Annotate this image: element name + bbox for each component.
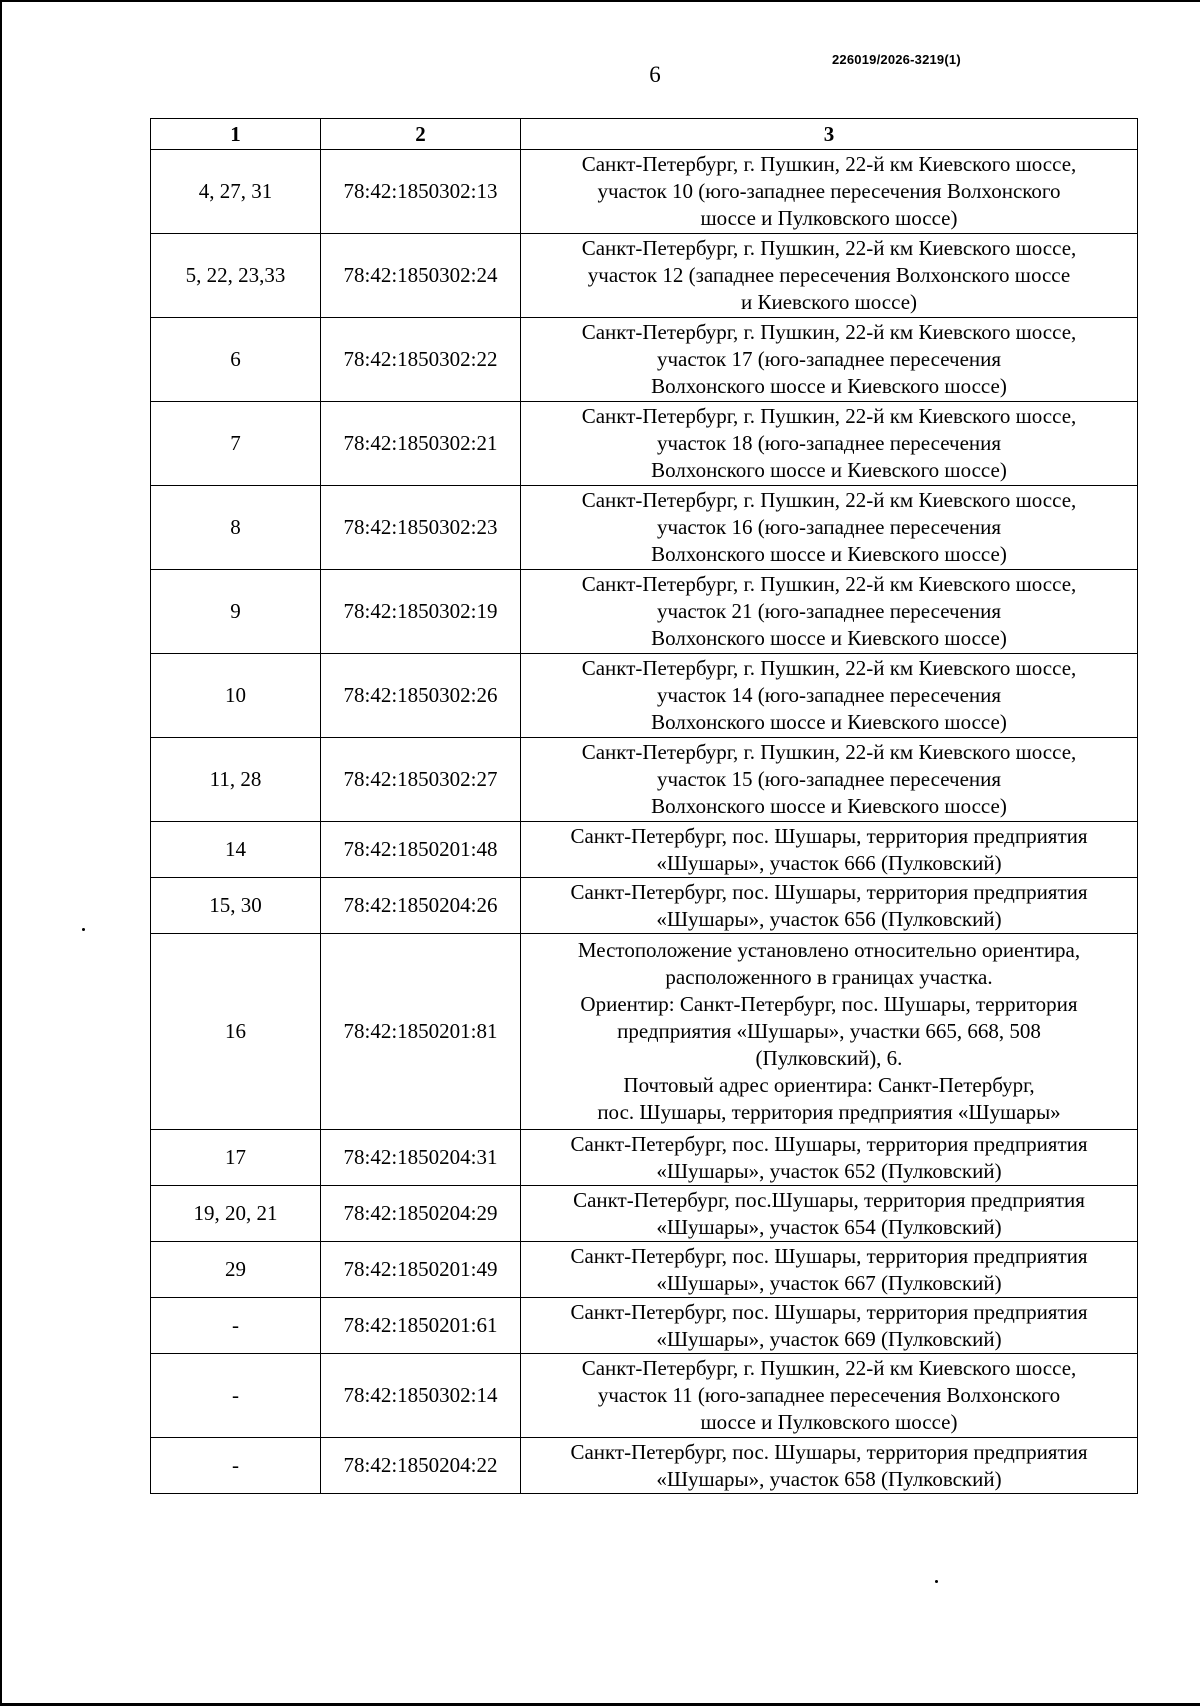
cadastral-number-cell: 78:42:1850204:26 [321,878,521,934]
object-numbers-cell: 7 [151,402,321,486]
address-cell [521,570,1138,654]
table-row [151,402,1138,486]
address-cell [521,1438,1138,1494]
table-row [151,1242,1138,1298]
address-line: Санкт-Петербург, пос. Шушары, территория предприятия [570,1243,1088,1268]
cadastral-number-cell: 78:42:1850201:48 [321,822,521,878]
cadastral-number-cell: 78:42:1850302:19 [321,570,521,654]
table-row [151,654,1138,738]
cadastral-number-cell: 78:42:1850201:61 [321,1298,521,1354]
cadastral-number-cell: 78:42:1850302:23 [321,486,521,570]
address-cell [521,318,1138,402]
table-row [151,570,1138,654]
address-line: «Шушары», участок 654 (Пулковский) [656,1214,1002,1239]
table-row [151,1438,1138,1494]
table-body [151,150,1138,1494]
cadastral-number-cell: 78:42:1850302:13 [321,150,521,234]
cadastral-number-cell: 78:42:1850204:29 [321,1186,521,1242]
address-line: Санкт-Петербург, г. Пушкин, 22-й км Киевского шоссе, [581,1356,1077,1380]
table-row [151,150,1138,234]
address-line: Санкт-Петербург, г. Пушкин, 22-й км Киевского шоссе, [581,404,1077,428]
table-row [151,934,1138,1130]
address-line: участок 17 (юго-западнее пересечения [656,347,1002,371]
address-line: участок 21 (юго-западнее пересечения [656,599,1002,623]
cadastral-number-cell: 78:42:1850302:21 [321,402,521,486]
address-line: Санкт-Петербург, г. Пушкин, 22-й км Киевского шоссе, [581,488,1077,512]
address-line: участок 10 (юго-западнее пересечения Волхонского [597,179,1061,203]
cadastral-number-cell: 78:42:1850204:31 [321,1130,521,1186]
address-cell [521,150,1138,234]
address-cell [521,234,1138,318]
object-numbers-cell: 5, 22, 23,33 [151,234,321,318]
address-line: Санкт-Петербург, пос. Шушары, территория предприятия [570,823,1088,848]
address-line: Санкт-Петербург, г. Пушкин, 22-й км Киевского шоссе, [581,320,1077,344]
object-numbers-cell: 11, 28 [151,738,321,822]
object-numbers-cell: 8 [151,486,321,570]
address-cell [521,878,1138,934]
address-line: участок 12 (западнее пересечения Волхонского шоссе [587,263,1071,287]
address-cell [521,1130,1138,1186]
address-line: участок 16 (юго-западнее пересечения [656,515,1002,539]
table-row [151,234,1138,318]
address-line: участок 11 (юго-западнее пересечения Волхонского [597,1383,1061,1407]
object-numbers-cell: 15, 30 [151,878,321,934]
object-numbers-cell: 16 [151,934,321,1130]
address-line: Волхонского шоссе и Киевского шоссе) [651,626,1007,650]
object-numbers-cell: 4, 27, 31 [151,150,321,234]
address-line: Санкт-Петербург, г. Пушкин, 22-й км Киевского шоссе, [581,236,1077,260]
address-line: Волхонского шоссе и Киевского шоссе) [651,542,1007,566]
address-line: «Шушары», участок 656 (Пулковский) [656,906,1002,931]
address-line: предприятия «Шушары», участки 665, 668, 508 [617,1019,1041,1043]
cadastral-number-cell: 78:42:1850302:14 [321,1354,521,1438]
address-line: шоссе и Пулковского шоссе) [700,1410,958,1434]
object-numbers-cell: 10 [151,654,321,738]
address-cell [521,822,1138,878]
address-cell [521,1354,1138,1438]
address-line: Санкт-Петербург, пос. Шушары, территория предприятия [570,879,1088,904]
address-line: Санкт-Петербург, г. Пушкин, 22-й км Киевского шоссе, [581,572,1077,596]
address-line: «Шушары», участок 667 (Пулковский) [656,1270,1002,1295]
address-line: Санкт-Петербург, г. Пушкин, 22-й км Киевского шоссе, [581,740,1077,764]
address-line: Местоположение установлено относительно ориентира, [577,938,1081,962]
address-cell [521,1298,1138,1354]
cadastral-number-cell: 78:42:1850302:26 [321,654,521,738]
object-numbers-cell: - [151,1354,321,1438]
cadastral-number-cell: 78:42:1850302:27 [321,738,521,822]
table-row [151,738,1138,822]
object-numbers-cell: 29 [151,1242,321,1298]
address-cell [521,1186,1138,1242]
address-line: участок 15 (юго-западнее пересечения [656,767,1002,791]
address-line: Санкт-Петербург, пос. Шушары, территория предприятия [570,1299,1088,1324]
table-row [151,486,1138,570]
table-row [151,822,1138,878]
address-line: Волхонского шоссе и Киевского шоссе) [651,374,1007,398]
table-row [151,1298,1138,1354]
address-line: Санкт-Петербург, пос. Шушары, территория предприятия [570,1439,1088,1464]
table-row [151,878,1138,934]
address-line: (Пулковский), 6. [755,1046,903,1070]
column-header-2: 2 [321,119,521,150]
table-header-row [151,119,1138,150]
address-line: «Шушары», участок 652 (Пулковский) [656,1158,1002,1183]
page-top-border [0,0,1200,2]
object-numbers-cell: 6 [151,318,321,402]
object-numbers-cell: 14 [151,822,321,878]
parcel-table [150,118,1138,1494]
address-line: шоссе и Пулковского шоссе) [700,206,958,230]
address-line: Санкт-Петербург, пос. Шушары, территория предприятия [570,1131,1088,1156]
cadastral-number-cell: 78:42:1850201:81 [321,934,521,1130]
object-numbers-cell: 17 [151,1130,321,1186]
table-row [151,1186,1138,1242]
cadastral-number-cell: 78:42:1850302:24 [321,234,521,318]
address-line: участок 14 (юго-западнее пересечения [656,683,1002,707]
cadastral-number-cell: 78:42:1850201:49 [321,1242,521,1298]
address-line: «Шушары», участок 658 (Пулковский) [656,1466,1002,1491]
address-line: участок 18 (юго-западнее пересечения [656,431,1002,455]
cadastral-number-cell: 78:42:1850302:22 [321,318,521,402]
address-cell [521,1242,1138,1298]
object-numbers-cell: - [151,1438,321,1494]
address-line: Почтовый адрес ориентира: Санкт-Петербург, [623,1073,1035,1097]
scan-speck [935,1580,938,1583]
address-line: Волхонского шоссе и Киевского шоссе) [651,710,1007,734]
column-header-3: 3 [521,119,1138,150]
address-line: и Киевского шоссе) [740,290,918,314]
address-cell [521,738,1138,822]
address-line: расположенного в границах участка. [665,965,993,989]
address-line: Санкт-Петербург, г. Пушкин, 22-й км Киевского шоссе, [581,656,1077,680]
address-cell [521,486,1138,570]
object-numbers-cell: 19, 20, 21 [151,1186,321,1242]
address-line: Санкт-Петербург, пос.Шушары, территория предприятия [573,1187,1085,1212]
document-number: 226019/2026-3219(1) [832,52,961,67]
column-header-1: 1 [151,119,321,150]
address-cell [521,402,1138,486]
cadastral-number-cell: 78:42:1850204:22 [321,1438,521,1494]
address-line: Волхонского шоссе и Киевского шоссе) [651,458,1007,482]
table-row [151,1354,1138,1438]
address-line: Ориентир: Санкт-Петербург, пос. Шушары, территория [580,992,1078,1016]
object-numbers-cell: - [151,1298,321,1354]
address-line: «Шушары», участок 669 (Пулковский) [656,1326,1002,1351]
page-number: 6 [649,62,661,87]
address-line: пос. Шушары, территория предприятия «Шушары» [597,1100,1061,1124]
table-row [151,318,1138,402]
page-left-border [0,0,2,1706]
address-line: Волхонского шоссе и Киевского шоссе) [651,794,1007,818]
object-numbers-cell: 9 [151,570,321,654]
address-cell [521,654,1138,738]
scan-speck [82,928,85,931]
address-line: Санкт-Петербург, г. Пушкин, 22-й км Киевского шоссе, [581,152,1077,176]
address-cell [521,934,1138,1130]
address-line: «Шушары», участок 666 (Пулковский) [656,850,1002,875]
table-row [151,1130,1138,1186]
